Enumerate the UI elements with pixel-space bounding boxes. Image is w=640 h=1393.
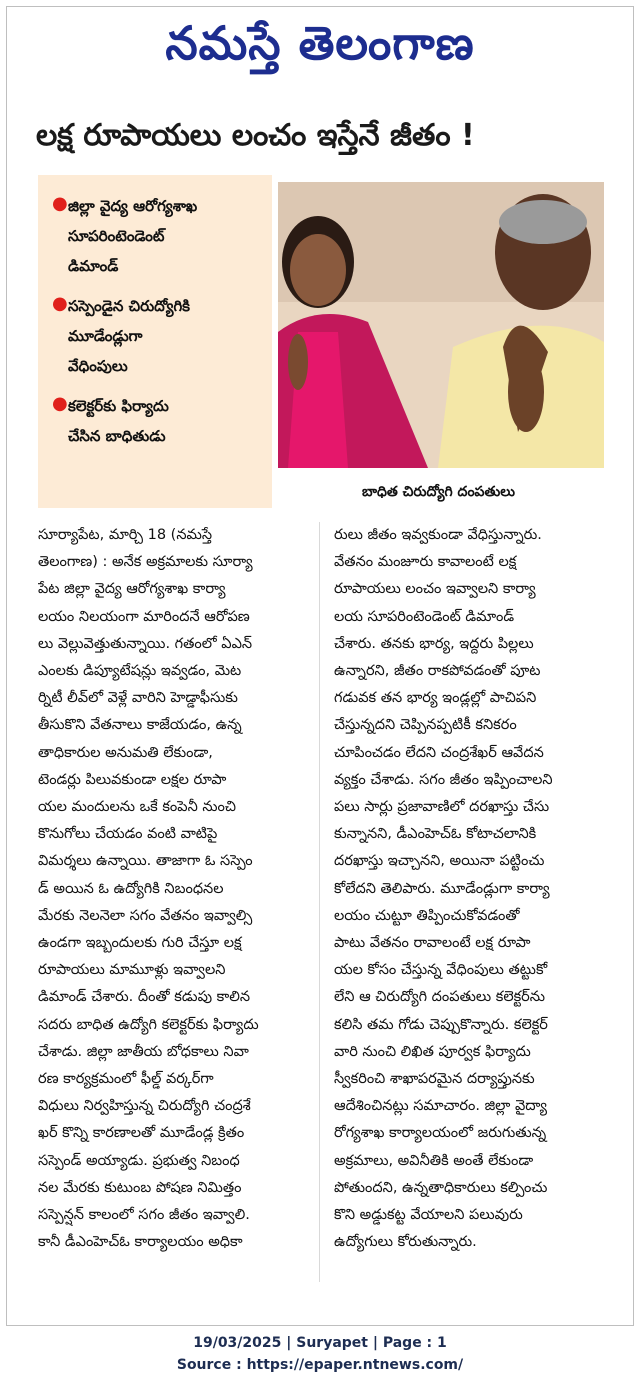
highlight-line: మూడేండ్లుగా — [68, 327, 143, 345]
article-line: వేతనం మంజూరు కావాలంటే లక్ష — [334, 554, 517, 571]
article-line: కొని అడ్డుకట్ట వేయాలని పలువురు — [334, 1207, 523, 1224]
photo-caption: బాధిత చిరుద్యోగి దంపతులు — [362, 484, 515, 500]
highlight-line: కలెక్టర్‌కు ఫిర్యాదు — [68, 397, 169, 415]
article-line: లయ సూపరింటెండెంట్ డిమాండ్ — [334, 608, 515, 625]
highlights-box — [38, 175, 272, 508]
couple-photo-illustration — [278, 182, 604, 468]
highlight-line: చేసిన బాధితుడు — [68, 427, 166, 445]
article-line: రులు జీతం ఇవ్వకుండా వేధిస్తున్నారు. — [334, 527, 542, 543]
footer-source-line: Source : https://epaper.ntnews.com/ — [176, 1357, 464, 1373]
article-line: చేశారు. తనకు భార్య, ఇద్దరు పిల్లలు — [334, 635, 534, 652]
page-footer — [0, 1332, 640, 1376]
article-line: ఉండగా ఇబ్బందులకు గురి చేస్తూ లక్ష — [38, 935, 242, 952]
bullet-icon: ● — [52, 393, 68, 414]
article-line: కానీ డీఎంహెచ్ఓ కార్యాలయం అధికా — [38, 1234, 243, 1251]
article-line: లు వెల్లువెత్తుతున్నాయి. గతంలో ఏఎన్ — [38, 635, 253, 652]
article-line: యల కోసం చేస్తున్న వేధింపులు తట్టుకో — [334, 962, 548, 979]
article-line: పేట జిల్లా వైద్య ఆరోగ్యశాఖ కార్యా — [38, 581, 226, 598]
article-line: చూపించడం లేదని చంద్రశేఖర్ ఆవేదన — [334, 744, 544, 761]
article-line: కోలేదని తెలిపారు. మూడేండ్లుగా కార్యా — [334, 880, 550, 897]
article-line: కున్నానని, డీఎంహెచ్ఓ కోటాచలానికి — [334, 826, 537, 843]
article-line: కొనుగోలు చేయడం వంటి వాటిపై — [38, 826, 218, 843]
article-line: డిమాండ్ చేశారు. దీంతో కడుపు కాలిన — [38, 989, 251, 1006]
highlight-line: సస్పెండైన చిరుద్యోగికి — [68, 297, 191, 315]
article-line: రూపాయలు లంచం ఇవ్వాలని కార్యా — [334, 581, 536, 598]
article-line: వారి నుంచి లిఖిత పూర్వక ఫిర్యాదు — [334, 1043, 531, 1060]
article-line: కలిసి తమ గోడు చెప్పుకొన్నారు. కలెక్టర్ — [334, 1016, 548, 1033]
article-line: విమర్శలు ఉన్నాయి. తాజాగా ఓ సస్పెం — [38, 853, 253, 870]
newspaper-masthead: నమస్తే తెలంగాణ — [165, 16, 475, 70]
highlight-text — [68, 291, 190, 381]
article-line: లేని ఆ చిరుద్యోగి దంపతులు కలెక్టర్‌ను — [334, 989, 545, 1006]
article-line: ఉద్యోగులు కోరుతున్నారు. — [334, 1234, 477, 1251]
article-column-left — [38, 522, 310, 1256]
article-line: డ్ అయిన ఓ ఉద్యోగికి నిబంధనల — [38, 880, 224, 897]
article-line: ఉన్నారని, జీతం రాకపోవడంతో పూట — [334, 663, 541, 680]
article-line: పాటు వేతనం రావాలంటే లక్ష రూపా — [334, 935, 531, 952]
footer-date-line: 19/03/2025 | Suryapet | Page : 1 — [193, 1335, 447, 1351]
article-line: స్వీకరించి శాఖాపరమైన దర్యాప్తునకు — [334, 1071, 535, 1088]
article-line: ఖర్ కొన్ని కారణాలతో మూడేండ్ల క్రితం — [38, 1125, 245, 1142]
article-line: రణ కార్యక్రమంలో ఫీల్డ్ వర్కర్‌గా — [38, 1071, 214, 1088]
article-line: గడువక తన భార్య ఇండ్లల్లో పాచిపని — [334, 690, 537, 707]
article-line: యల మందులను ఒకే కంపెనీ నుంచి — [38, 799, 237, 816]
article-line: పోతుందని, ఉన్నతాధికారులు కల్పించు — [334, 1179, 548, 1196]
couple-photo — [278, 182, 604, 468]
article-column-right — [334, 522, 606, 1256]
highlight-line: జిల్లా వైద్య ఆరోగ్యశాఖ — [68, 197, 198, 215]
highlight-item — [52, 291, 262, 381]
article-line: సూర్యాపేట, మార్చి 18 (నమస్తే — [38, 527, 213, 543]
article-line: తీసుకొని వేతనాలు కాజేయడం, ఉన్న — [38, 717, 242, 734]
article-headline: లక్ష రూపాయలు లంచం ఇస్తేనే జీతం ! — [36, 118, 475, 153]
article-line: సస్పెండ్ అయ్యాడు. ప్రభుత్వ నిబంధ — [38, 1152, 240, 1169]
highlight-item — [52, 391, 262, 451]
article-line: లయం చుట్టూ తిప్పించుకోవడంతో — [334, 907, 520, 924]
article-line: సస్పెన్షన్ కాలంలో సగం జీతం ఇవ్వాలి. — [38, 1207, 250, 1224]
highlight-text — [68, 191, 197, 281]
highlight-line: వేధింపులు — [68, 357, 128, 375]
highlight-text — [68, 391, 169, 451]
article-line: ఆదేశించినట్లు సమాచారం. జిల్లా వైద్యా — [334, 1098, 547, 1115]
highlight-line: డిమాండ్ — [68, 257, 119, 275]
article-line: నల మేరకు కుటుంబ పోషణ నిమిత్తం — [38, 1179, 242, 1196]
column-divider — [319, 522, 320, 1282]
article-line: చేస్తున్నదని చెప్పినప్పటికీ కనికరం — [334, 717, 517, 734]
article-line: ఎంలకు డిప్యూటేషన్లు ఇవ్వడం, మెట — [38, 663, 242, 680]
article-line: చేశాడు. జిల్లా జాతీయ బోధకాలు నివా — [38, 1043, 249, 1060]
article-line: వ్యక్తం చేశాడు. సగం జీతం ఇప్పించాలని — [334, 771, 553, 788]
article-line: పలు సార్లు ప్రజావాణిలో దరఖాస్తు చేసు — [334, 799, 550, 816]
article-line: తెలంగాణ) : అనేక అక్రమాలకు సూర్యా — [38, 554, 253, 571]
article-line: అక్రమాలు, అవినీతికి అంతే లేకుండా — [334, 1152, 534, 1169]
article-line: ర్నిటీ లీవ్‌లో వెళ్లే వారిని హెడ్డాఫీసుకు — [38, 690, 238, 707]
article-line: దరఖాస్తు ఇచ్చానని, అయినా పట్టించు — [334, 853, 545, 870]
highlight-line: సూపరింటెండెంట్ — [68, 227, 165, 245]
article-line: మేరకు నెలనెలా సగం వేతనం ఇవ్వాల్సి — [38, 907, 253, 924]
bullet-icon: ● — [52, 193, 68, 214]
article-line: టెండర్లు పిలువకుండా లక్షల రూపా — [38, 771, 227, 788]
article-line: తాధికారుల అనుమతి లేకుండా, — [38, 744, 213, 761]
article-line: లయం నిలయంగా మారిందనే ఆరోపణ — [38, 608, 250, 625]
article-line: సదరు బాధిత ఉద్యోగి కలెక్టర్‌కు ఫిర్యాదు — [38, 1016, 259, 1033]
article-line: విధులు నిర్వహిస్తున్న చిరుద్యోగి చంద్రశే — [38, 1098, 251, 1115]
bullet-icon: ● — [52, 293, 68, 314]
article-line: రోగ్యశాఖ కార్యాలయంలో జరుగుతున్న — [334, 1125, 547, 1142]
article-line: రూపాయలు మామూళ్లు ఇవ్వాలని — [38, 962, 226, 979]
highlight-item — [52, 191, 262, 281]
